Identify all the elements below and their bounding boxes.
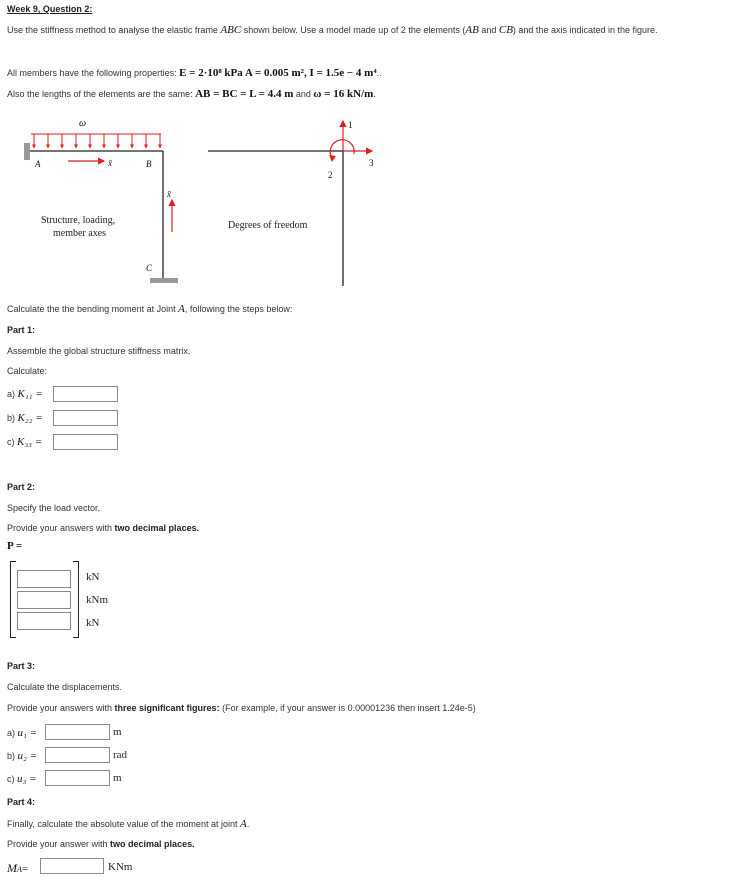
part1-item-c-symbol: K₃₃ = <box>17 436 43 448</box>
properties-line1-end: .. <box>376 68 382 78</box>
dof-figure <box>200 108 400 298</box>
part1-heading: Part 1: <box>7 325 36 335</box>
properties-line2-end: . <box>373 89 376 99</box>
intro-frame-math: ABC <box>220 24 242 36</box>
u1-unit: m <box>113 726 122 738</box>
part3-precision-bold: three significant figures: <box>114 703 220 713</box>
omega-label: ω <box>79 118 87 129</box>
part4-instruction-joint: A <box>239 818 247 830</box>
part1-item-b-prefix: b) <box>7 413 18 423</box>
load-vector-row3-input[interactable] <box>17 612 71 630</box>
node-c-label: C <box>146 263 153 273</box>
dof3-label: 3 <box>369 158 374 168</box>
moment-a-input[interactable] <box>40 858 104 874</box>
part1-item-a-label <box>7 388 43 400</box>
part4-instruction-end: . <box>246 819 250 829</box>
properties-line1-pre: All members have the following properties: <box>7 68 180 78</box>
u3-input[interactable] <box>45 770 110 786</box>
part1-item-a-prefix: a) <box>7 389 18 399</box>
load-vector-row1-input[interactable] <box>17 570 71 588</box>
properties-line2-math: AB = BC = L = 4.4 m <box>195 88 294 100</box>
intro-post: ) and the axis indicated in the figure. <box>512 25 658 35</box>
axis-x-label-ab: x̄ <box>108 158 112 168</box>
load-vector-label: P = <box>7 540 23 552</box>
axis-x-label-bc: x̄ <box>167 189 171 199</box>
part3-item-a-symbol: u₁ = <box>17 727 38 739</box>
part1-item-c-prefix: c) <box>7 437 17 447</box>
part4-precision <box>7 839 195 849</box>
intro-and: and <box>478 25 499 35</box>
k22-input[interactable] <box>53 410 118 426</box>
part3-item-c-symbol: u₃ = <box>17 773 37 785</box>
page-title: Week 9, Question 2: <box>7 4 93 14</box>
properties-line-2 <box>7 88 376 100</box>
dof2-rotation-head <box>329 155 336 162</box>
part2-precision-pre: Provide your answers with <box>7 523 115 533</box>
intro-cb-math: CB <box>498 24 513 36</box>
moment-a-label <box>7 861 28 876</box>
figure-caption-line2: member axes <box>53 228 107 239</box>
figure-caption-line1: Structure, loading, <box>41 215 116 226</box>
k33-input[interactable] <box>53 434 118 450</box>
moment-equals: = <box>21 863 29 875</box>
part4-instruction-pre: Finally, calculate the absolute value of the moment at joint <box>7 819 240 829</box>
dof-caption: Degrees of freedom <box>228 220 308 231</box>
load-vector-row2-unit: kNm <box>86 594 108 606</box>
properties-line-1 <box>7 67 382 79</box>
vector-bracket-left <box>10 561 16 638</box>
part1-item-b-label <box>7 412 43 424</box>
intro-ab-math: AB <box>465 24 479 36</box>
part4-heading: Part 4: <box>7 797 36 807</box>
part3-item-b-prefix: b) <box>7 751 18 761</box>
part2-precision-bold: two decimal places. <box>114 523 200 533</box>
u3-unit: m <box>113 772 122 784</box>
support-a <box>24 143 30 160</box>
part2-heading: Part 2: <box>7 482 36 492</box>
support-c <box>150 278 178 283</box>
part3-item-a-prefix: a) <box>7 728 18 738</box>
moment-symbol: M <box>7 861 17 875</box>
part4-precision-bold: two decimal places. <box>110 839 195 849</box>
properties-line1-math: E = 2·10⁸ kPa A = 0.005 m², I = 1.5e − 4 m⁴ <box>179 67 377 79</box>
properties-line2-pre: Also the lengths of the elements are the same: <box>7 89 196 99</box>
properties-line2-math2: ω = 16 kN/m <box>313 88 374 100</box>
vector-bracket-right <box>73 561 79 638</box>
part3-item-b-label <box>7 750 37 762</box>
load-vector-row3-unit: kN <box>86 617 100 629</box>
part1-item-c-label <box>7 436 42 448</box>
node-b-label: B <box>146 159 152 169</box>
part3-item-c-label <box>7 773 37 785</box>
k11-input[interactable] <box>53 386 118 402</box>
intro-pre: Use the stiffness method to analyse the elastic frame <box>7 25 221 35</box>
dof2-rotation-arc <box>330 140 354 158</box>
dof2-label: 2 <box>328 170 333 180</box>
part1-calculate-label: Calculate: <box>7 366 48 376</box>
intro-mid: shown below. Use a model made up of 2 the elements ( <box>241 25 466 35</box>
task-pre: Calculate the the bending moment at Joint <box>7 304 179 314</box>
distributed-load <box>31 134 161 148</box>
part3-item-c-prefix: c) <box>7 774 17 784</box>
dof1-label: 1 <box>348 120 353 130</box>
part2-precision <box>7 523 199 533</box>
moment-subscript: A <box>17 865 22 874</box>
part3-precision-post: (For example, if your answer is 0.00001236 then insert 1.24e-5) <box>219 703 476 713</box>
part1-instruction: Assemble the global structure stiffness matrix. <box>7 346 191 356</box>
part2-instruction: Specify the load vector. <box>7 503 101 513</box>
task-joint: A <box>178 303 185 315</box>
part3-item-a-label <box>7 727 37 739</box>
part1-item-b-symbol: K₂₂ = <box>17 412 43 424</box>
part3-item-b-symbol: u₂ = <box>17 750 38 762</box>
u2-unit: rad <box>113 749 128 761</box>
part3-precision-pre: Provide your answers with <box>7 703 115 713</box>
task-post: , following the steps below: <box>184 304 293 314</box>
part1-item-a-symbol: K₁₁ = <box>17 388 43 400</box>
part4-instruction <box>7 818 249 830</box>
part3-instruction: Calculate the displacements. <box>7 682 123 692</box>
part3-precision <box>7 703 476 713</box>
intro-text <box>7 24 658 36</box>
moment-a-unit: KNm <box>108 861 133 873</box>
task-instruction <box>7 303 292 315</box>
part4-precision-pre: Provide your answer with <box>7 839 111 849</box>
u2-input[interactable] <box>45 747 110 763</box>
properties-line2-and: and <box>293 89 314 99</box>
node-a-label: A <box>35 159 41 169</box>
load-vector-row2-input[interactable] <box>17 591 71 609</box>
part3-heading: Part 3: <box>7 661 36 671</box>
load-vector-row1-unit: kN <box>86 571 100 583</box>
u1-input[interactable] <box>45 724 110 740</box>
